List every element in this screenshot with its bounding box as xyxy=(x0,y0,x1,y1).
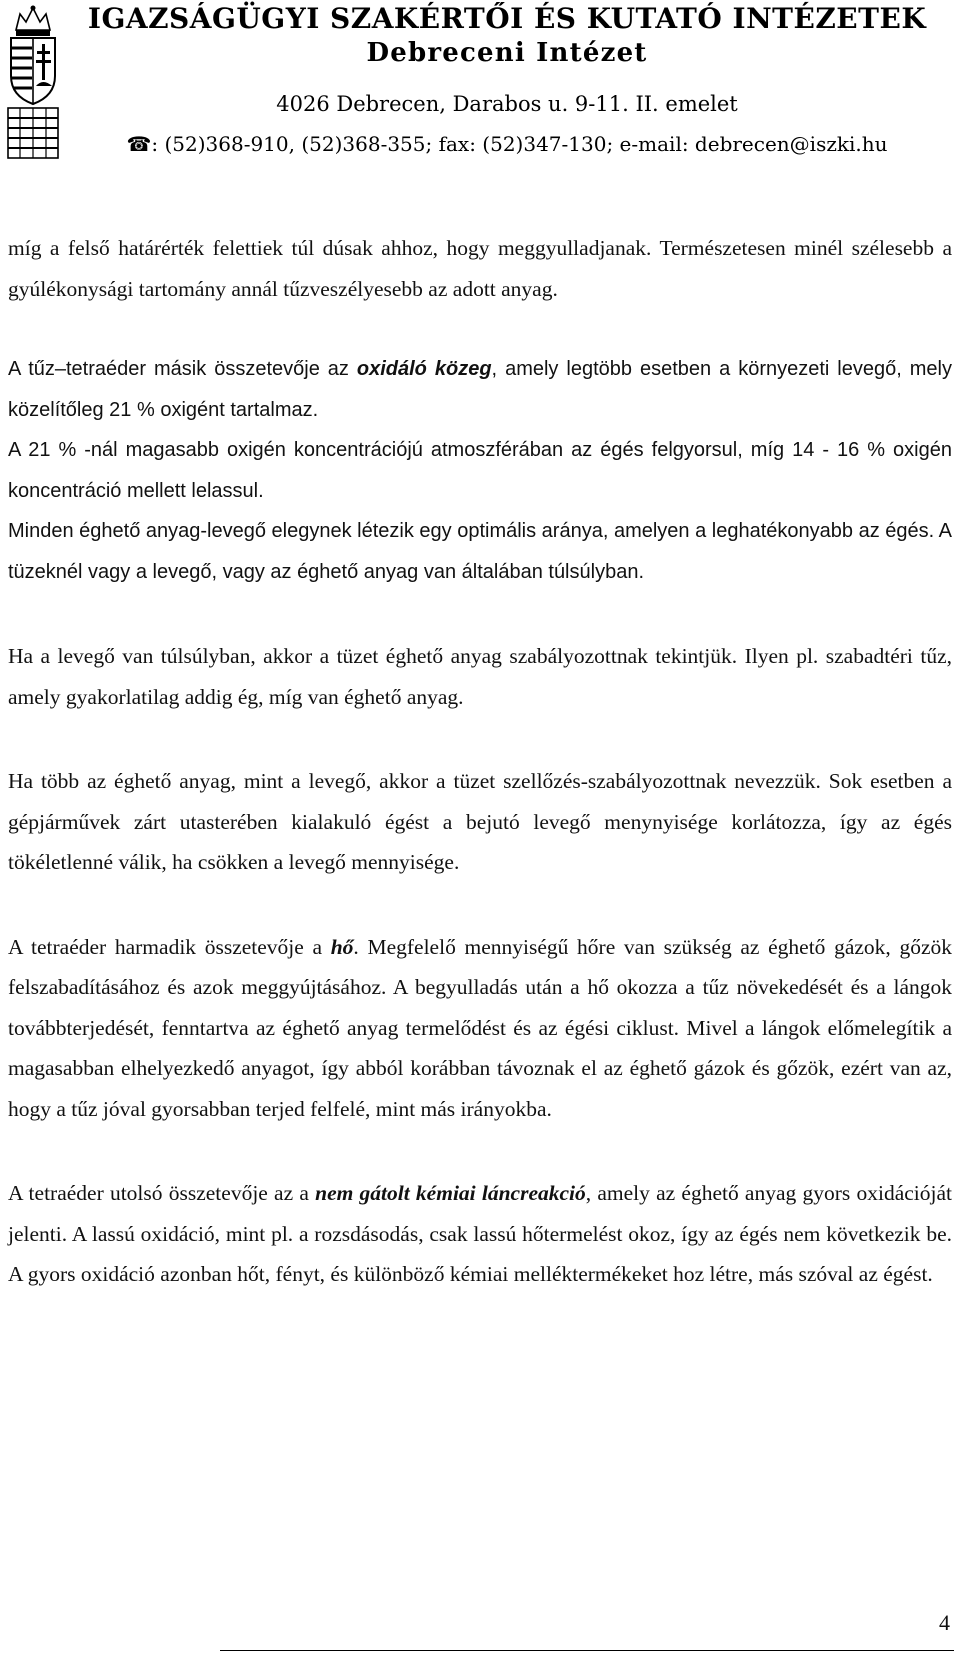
hungarian-coat-of-arms-icon xyxy=(6,4,60,164)
paragraph-2: A tűz–tetraéder másik összetevője az oxidáló közeg, amely legtöbb esetben a környezeti levegő, mely közelítőleg 21 % oxigént tartalmaz. xyxy=(8,358,952,421)
page-number: 4 xyxy=(939,1610,950,1635)
branch-name: Debreceni Intézet xyxy=(366,38,648,68)
letterhead xyxy=(0,0,960,170)
contact-line xyxy=(62,132,952,156)
address: 4026 Debrecen, Darabos u. 9-11. II. emelet xyxy=(276,92,738,116)
emphasis-chain-reaction: nem gátolt kémiai láncreakció xyxy=(315,1181,586,1205)
paragraph-3: A 21 % -nál magasabb oxigén koncentrációjú atmoszférában az égés felgyorsul, míg 14 - 16 % oxigén koncentráció mellett lelassul. xyxy=(8,439,952,502)
emphasis-oxidizer: oxidáló közeg xyxy=(356,358,492,380)
telephone-icon: ☎ xyxy=(126,132,152,156)
document-body xyxy=(8,228,952,1295)
paragraph-8: A tetraéder utolsó összetevője az a nem gátolt kémiai láncreakció, amely az éghető anyag gyors oxidációját jelenti. A lassú oxidáció, mint pl. a rozsdásodás, csak lassú hőtermelést okoz, így az égés nem következik be. A gyors oxidáció azonban hőt, fényt, és különböző kémiai melléktermékeket hoz létre, más szóval az égést. xyxy=(8,1181,952,1286)
emphasis-heat: hő xyxy=(330,934,354,959)
paragraph-4: Minden éghető anyag-levegő elegynek létezik egy optimális aránya, amelyen a leghatékonyabb az égés. A tüzeknél vagy a levegő, vagy az éghető anyag van általában túlsúlyban. xyxy=(8,520,952,583)
contact-details: : (52)368-910, (52)368-355; fax: (52)347-130; e-mail: debrecen@iszki.hu xyxy=(151,132,888,156)
institute-name: IGAZSÁGÜGYI SZAKÉRTŐI ÉS KUTATÓ INTÉZETEK xyxy=(87,2,927,35)
footer-rule xyxy=(220,1650,954,1651)
paragraph-5: Ha a levegő van túlsúlyban, akkor a tüzet éghető anyag szabályozottnak tekintjük. Ilyen pl. szabadtéri tűz, amely gyakorlatilag addig ég, míg van éghető anyag. xyxy=(8,644,952,709)
paragraph-6: Ha több az éghető anyag, mint a levegő, akkor a tüzet szellőzés-szabályozottnak nevezzük. Sok esetben a gépjárművek zárt utasterében kialakuló égést a bejutó levegő menynyisége korlátozza, így az égés tökéletlenné válik, ha csökken a levegő mennyisége. xyxy=(8,769,952,874)
paragraph-1: míg a felső határérték felettiek túl dúsak ahhoz, hogy meggyulladjanak. Természetesen minél szélesebb a gyúlékonysági tartomány annál tűzveszélyesebb az adott anyag. xyxy=(8,236,952,301)
paragraph-7: A tetraéder harmadik összetevője a hő. Megfelelő mennyiségű hőre van szükség az éghető gázok, gőzök felszabadításához és azok meggyújtásához. A begyulladás után a hő okozza a tűz növekedését és a lángok továbbterjedését, fenntartva az éghető anyag termelődést és az égési ciklust. Mivel a lángok előmelegítik a magasabban elhelyezkedő anyagot, így abból korábban távoznak el az éghető gázok és gőzök, ezért van az, hogy a tűz jóval gyorsabban terjed felfelé, mint más irányokba. xyxy=(8,934,952,1121)
page-footer xyxy=(0,1610,960,1663)
